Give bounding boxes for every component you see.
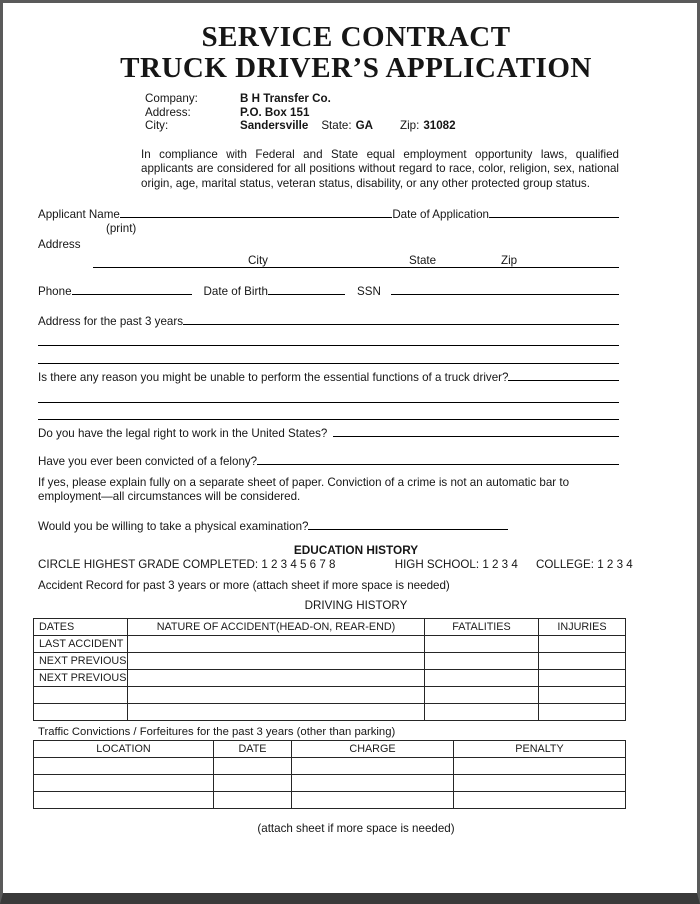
past-address-row — [38, 312, 619, 328]
table-cell — [34, 686, 128, 703]
company-label: Company: — [145, 92, 198, 105]
column-header: INJURIES — [539, 618, 626, 635]
address-city-state-zip-field — [93, 251, 619, 268]
table-cell — [292, 757, 454, 774]
table-cell — [539, 652, 626, 669]
company-city-value: Sandersville — [240, 119, 309, 133]
table-cell — [128, 686, 425, 703]
table-cell — [539, 669, 626, 686]
ssn-field — [391, 282, 619, 295]
ssn-label: SSN — [356, 284, 381, 298]
column-header: NATURE OF ACCIDENT(HEAD-ON, REAR-END) — [128, 618, 425, 635]
column-header: DATES — [34, 618, 128, 635]
column-header: PENALTY — [454, 740, 626, 757]
state-label: State — [409, 253, 437, 267]
question-felony-field — [257, 452, 619, 465]
form-title-line1: SERVICE CONTRACT — [201, 21, 511, 53]
applicant-name-row — [38, 205, 619, 221]
table-row — [34, 652, 626, 669]
table-cell — [539, 635, 626, 652]
question-unable-row — [38, 368, 619, 384]
table-cell — [425, 703, 539, 720]
zip-label: Zip — [501, 253, 518, 267]
grade-line — [38, 558, 697, 571]
question-legal-right-row — [38, 424, 619, 440]
table-cell — [214, 757, 292, 774]
dob-label: Date of Birth — [203, 284, 268, 298]
company-zip-label: Zip: — [400, 119, 420, 133]
blank-line — [38, 402, 619, 403]
table-cell — [214, 791, 292, 808]
column-header: FATALITIES — [425, 618, 539, 635]
circle-grade-label: CIRCLE HIGHEST GRADE COMPLETED: 1 2 3 4 5 6 7 8 — [38, 557, 336, 571]
table-row — [34, 703, 626, 720]
accident-record-label: Accident Record for past 3 years or more (attach sheet if more space is needed) — [38, 578, 450, 592]
table-cell — [425, 686, 539, 703]
table-cell: LAST ACCIDENT — [34, 635, 128, 652]
eeo-statement: In compliance with Federal and State equal employment opportunity laws, qualified applicants are considered for all positions without regard to race, color, religion, sex, national origin, age, marital status, veteran status, disability, or any other protected group status. — [141, 147, 619, 190]
company-address-row — [145, 106, 697, 120]
past-address-label: Address for the past 3 years — [38, 314, 183, 328]
company-info-block — [145, 92, 697, 133]
table-row — [34, 791, 626, 808]
column-header: LOCATION — [34, 740, 214, 757]
city-label: City — [248, 253, 268, 267]
date-of-application-field — [489, 205, 619, 218]
question-felony-row — [38, 452, 619, 468]
table-cell — [425, 669, 539, 686]
past-address-field — [183, 312, 619, 325]
form-title — [15, 22, 697, 84]
phone-field — [72, 282, 192, 295]
company-row — [145, 92, 697, 106]
question-unable-field — [508, 368, 619, 381]
table-row — [34, 686, 626, 703]
table-cell — [454, 757, 626, 774]
header-row — [34, 740, 626, 757]
column-header: CHARGE — [292, 740, 454, 757]
table-cell — [34, 757, 214, 774]
table-cell — [214, 774, 292, 791]
header-row — [34, 618, 626, 635]
table-cell — [128, 669, 425, 686]
table-row — [34, 635, 626, 652]
applicant-name-field — [120, 205, 392, 218]
table-cell — [34, 791, 214, 808]
table-cell — [292, 791, 454, 808]
driving-history-table — [33, 618, 626, 721]
company-address-label: Address: — [145, 105, 191, 119]
blank-line — [38, 363, 619, 364]
question-unable-label: Is there any reason you might be unable to perform the essential functions of a truck driver? — [38, 370, 509, 384]
driving-history-heading: DRIVING HISTORY — [304, 598, 408, 612]
traffic-convictions-caption: Traffic Convictions / Forfeitures for the past 3 years (other than parking) — [38, 725, 396, 738]
college-label: COLLEGE: 1 2 3 4 — [536, 557, 633, 571]
blank-line — [38, 345, 619, 346]
table-row — [34, 757, 626, 774]
table-cell — [292, 774, 454, 791]
address-label: Address — [38, 237, 81, 251]
education-history-heading: EDUCATION HISTORY — [293, 542, 419, 557]
phone-label: Phone — [38, 284, 72, 298]
phone-row — [38, 282, 619, 298]
question-physical-field — [308, 517, 508, 530]
question-felony-label: Have you ever been convicted of a felony? — [38, 454, 258, 468]
column-header: DATE — [214, 740, 292, 757]
company-address-value: P.O. Box 151 — [240, 105, 310, 119]
table-cell — [454, 791, 626, 808]
table-cell — [454, 774, 626, 791]
high-school-label: HIGH SCHOOL: 1 2 3 4 — [394, 557, 518, 571]
table-cell — [128, 635, 425, 652]
table-cell — [539, 686, 626, 703]
company-city-row — [145, 119, 697, 133]
table-cell — [425, 652, 539, 669]
company-city-label: City: — [145, 119, 169, 133]
date-of-application-label: Date of Application — [392, 207, 489, 221]
question-physical-row — [38, 517, 619, 533]
company-state-label: State: — [321, 119, 352, 133]
company-value: B H Transfer Co. — [240, 92, 331, 105]
table-row — [34, 774, 626, 791]
table-cell: NEXT PREVIOUS — [34, 652, 128, 669]
table-row — [34, 669, 626, 686]
company-zip-value: 31082 — [423, 119, 456, 133]
table-cell — [34, 703, 128, 720]
table-cell — [425, 635, 539, 652]
company-state-value: GA — [355, 119, 373, 133]
print-hint: (print) — [106, 221, 137, 235]
form-title-line2: TRUCK DRIVER’S APPLICATION — [120, 52, 592, 84]
question-legal-right-field — [333, 424, 619, 437]
question-legal-right-label: Do you have the legal right to work in the United States? — [38, 426, 328, 440]
applicant-name-label: Applicant Name — [38, 207, 120, 221]
question-physical-label: Would you be willing to take a physical examination? — [38, 519, 309, 533]
blank-line — [38, 419, 619, 420]
felony-note: If yes, please explain fully on a separate sheet of paper. Conviction of a crime is not an automatic bar to employment—all circumstances will be considered. — [38, 475, 570, 504]
table-cell — [34, 774, 214, 791]
table-cell: NEXT PREVIOUS — [34, 669, 128, 686]
attach-sheet-note: (attach sheet if more space is needed) — [257, 821, 455, 835]
traffic-convictions-table — [33, 740, 626, 809]
dob-field — [268, 282, 345, 295]
table-cell — [128, 652, 425, 669]
table-cell — [128, 703, 425, 720]
table-cell — [539, 703, 626, 720]
applicant-fields — [38, 205, 619, 533]
